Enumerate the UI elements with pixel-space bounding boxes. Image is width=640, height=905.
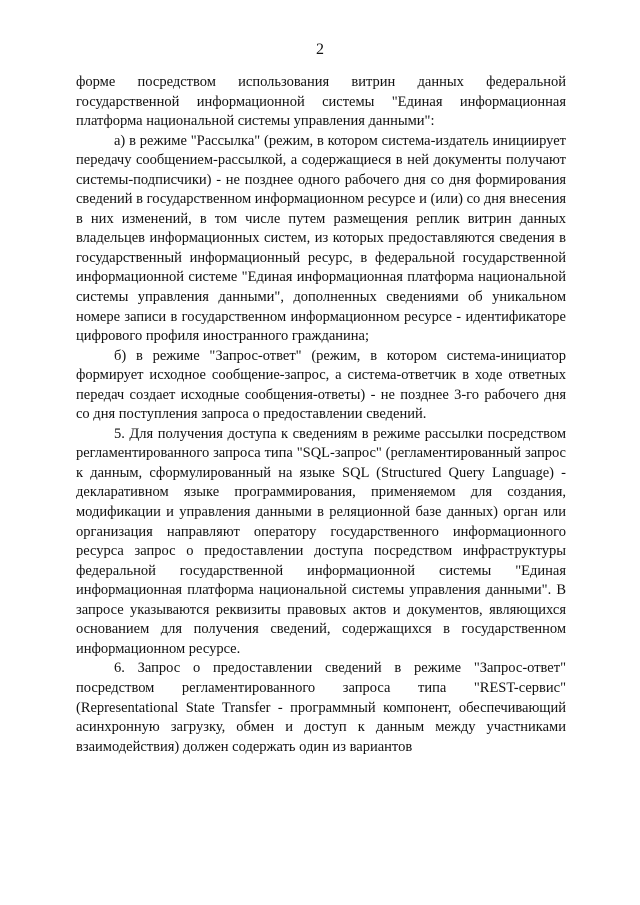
document-body [76, 73, 566, 757]
paragraph-clause-6: 6. Запрос о предоставлении сведений в режиме "Запрос-ответ" посредством регламентированного запроса типа "REST-сервис" (Representational State Transfer - программный компонент, обеспечивающий асинхронную загрузку, обмен и доступ к данным между участниками взаимодействия) должен содержать один из вариантов [76, 660, 566, 755]
paragraph-continuation: форме посредством использования витрин данных федеральной государственной информационной системы "Единая информационная платформа национальной системы управления данными": [76, 74, 566, 130]
paragraph-item-a: а) в режиме "Рассылка" (режим, в котором система-издатель инициирует передачу сообщением-рассылкой, а содержащиеся в ней документы получают системы-подписчики) - не позднее одного рабочего дня со дня формирования сведений в государственном информационном ресурсе и (или) со дня внесения в них изменений, в том числе путем размещения реплик витрин данных владельцев информационных систем, из которых предоставляются сведения в государственный информационный ресурс, в федеральной государственной информационной системе "Единая информационная платформа национальной системы управления данными", дополненных сведениями об уникальном номере записи в государственном информационном ресурсе - идентификаторе цифрового профиля иностранного гражданина; [76, 132, 566, 345]
paragraph-item-b: б) в режиме "Запрос-ответ" (режим, в котором система-инициатор формирует исходное сообщение-запрос, а система-ответчик в ходе ответных передач создает исходные сообщения-ответы) - не позднее 3-го рабочего дня со дня поступления запроса о предоставлении сведений. [76, 347, 566, 423]
paragraph-clause-5: 5. Для получения доступа к сведениям в режиме рассылки посредством регламентированного запроса типа "SQL-запрос" (регламентированный запрос к данным, сформулированный на языке SQL (Structured Query Language) - декларативном языке программирования, применяемом для создания, модификации и управления данными в реляционной базе данных) орган или организация направляют оператору государственного информационного ресурса запрос о предоставлении доступа посредством инфраструктуры федеральной государственной информационной системы "Единая информационная платформа национальной системы управления данными". В запросе указываются реквизиты правовых актов и документов, являющихся основанием для получения сведений, содержащихся в государственном информационном ресурсе. [76, 425, 566, 657]
page-number: 2 [316, 41, 324, 58]
